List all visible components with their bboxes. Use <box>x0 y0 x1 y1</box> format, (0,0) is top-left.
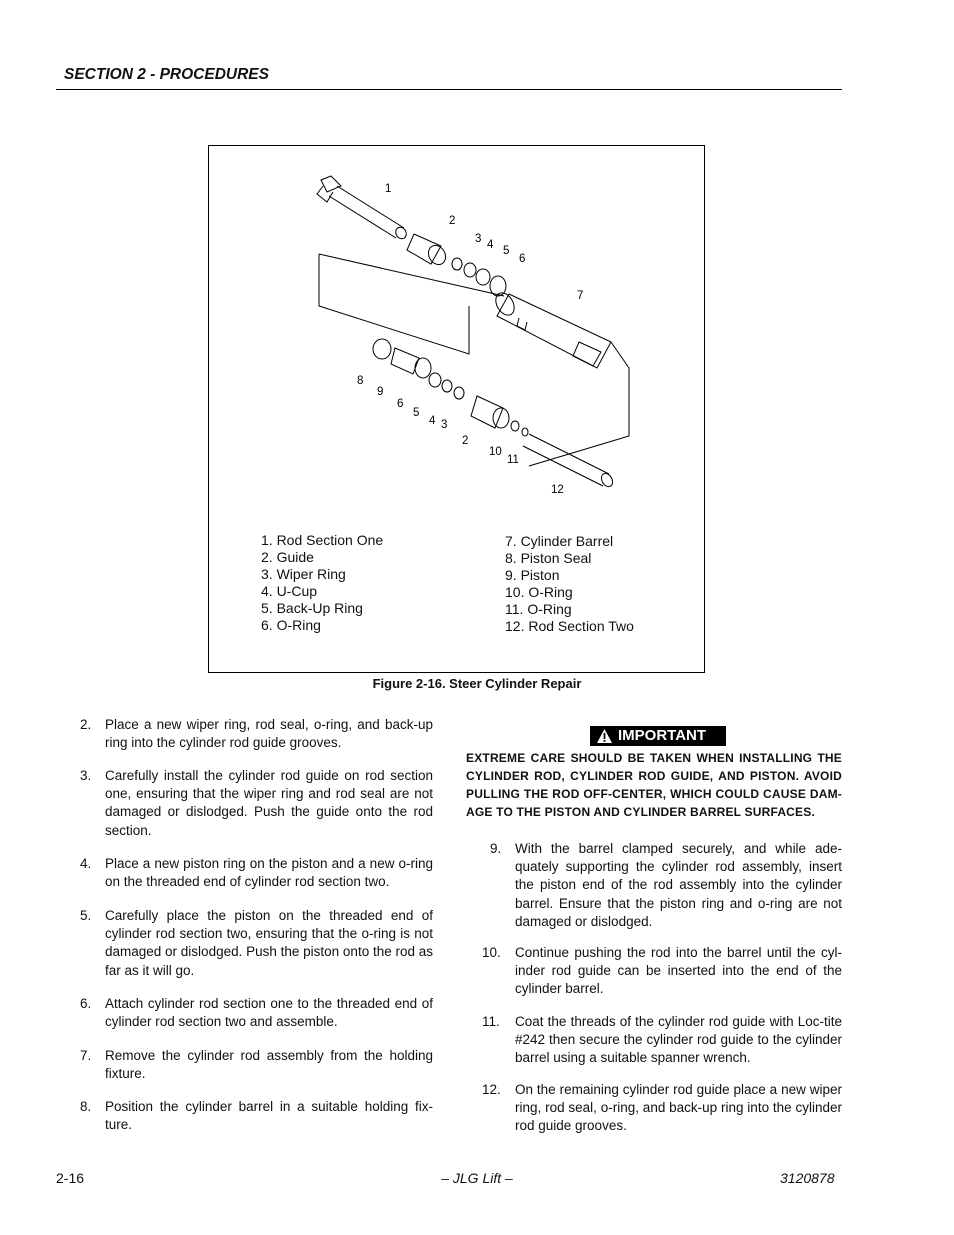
step-number: 5. <box>80 908 92 923</box>
warning-icon <box>596 728 613 744</box>
callout: 6 <box>519 253 526 265</box>
document-number: 3120878 <box>780 1170 835 1186</box>
step-text: Place a new wiper ring, rod seal, o-ring, and back-up ring into the cylinder rod guide grooves. <box>105 717 433 751</box>
callout: 11 <box>507 454 519 466</box>
legend-item: 12. Rod Section Two <box>505 618 634 634</box>
legend-item: 10. O-Ring <box>505 584 573 600</box>
callout: 3 <box>441 419 448 431</box>
step-text: Carefully place the piston on the threaded end of cylinder rod section two, ensuring that the o-ring is not damaged or dislodged. Push the piston onto the rod as far as it will go. <box>105 908 433 978</box>
guide-body <box>407 234 441 264</box>
header-rule <box>56 89 842 90</box>
step-text: Place a new piston ring on the piston and a new o-ring on the threaded end of cylinder rod section two. <box>105 856 433 890</box>
legend-item: 2. Guide <box>261 549 314 565</box>
legend-item: 11. O-Ring <box>505 601 572 617</box>
section-header: SECTION 2 - PROCEDURES <box>64 66 269 83</box>
step-text: With the barrel clamped securely, and while ade-quately supporting the cylinder rod assembly, insert the piston end of the rod assembly into the cylinder barrel. Ensure that the piston ring and o-ring are not damaged or dislodged. <box>515 841 842 929</box>
step-text: Position the cylinder barrel in a suitable holding fix-ture. <box>105 1099 433 1133</box>
callout: 7 <box>577 290 584 302</box>
legend-item: 9. Piston <box>505 567 560 583</box>
piston-seal-shape <box>373 339 391 359</box>
step-number: 12. <box>482 1082 501 1097</box>
callout: 12 <box>551 484 564 496</box>
callout: 3 <box>475 233 482 245</box>
legend-item: 8. Piston Seal <box>505 550 592 566</box>
legend-left <box>261 532 383 634</box>
footer-center: – JLG Lift – <box>441 1170 513 1186</box>
guide-lower <box>471 396 503 428</box>
step-number: 2. <box>80 717 92 732</box>
step-text: Continue pushing the rod into the barrel until the cyl-inder rod guide can be inserted into the end of the cylinder barrel. <box>515 945 842 997</box>
step-text: Carefully install the cylinder rod guide on rod section one, ensuring that the wiper ring and rod seal are not damaged or dislodged. Push the guide onto the rod section. <box>105 768 433 838</box>
step-number: 8. <box>80 1099 92 1114</box>
rod-section-one-body <box>329 186 404 238</box>
legend-item: 6. O-Ring <box>261 617 321 633</box>
legend-item: 1. Rod Section One <box>261 532 384 548</box>
legend-right <box>505 533 634 635</box>
callout: 4 <box>487 239 494 251</box>
callout: 1 <box>385 183 392 195</box>
step-number: 3. <box>80 768 92 783</box>
important-text: EXTREME CARE SHOULD BE TAKEN WHEN INSTALLING THE CYLINDER ROD, CYLINDER ROD GUIDE, AND PISTON. AVOID PULLING THE ROD OFF-CENTER, WHICH COULD CAUSE DAM-AGE TO THE PISTON AND CYLINDER BARREL SURFACES. <box>466 751 842 819</box>
legend-item: 5. Back-Up Ring <box>261 600 363 616</box>
callout: 8 <box>357 375 364 387</box>
step-number: 11. <box>482 1014 500 1029</box>
callout: 6 <box>397 398 404 410</box>
important-label: IMPORTANT <box>618 727 707 744</box>
rod-section-two-body <box>523 434 609 486</box>
legend-item: 3. Wiper Ring <box>261 566 346 582</box>
step-number: 9. <box>490 841 502 856</box>
rod-clevis <box>321 176 341 192</box>
step-number: 4. <box>80 856 92 871</box>
step-text: Attach cylinder rod section one to the threaded end of cylinder rod section two and assemble. <box>105 996 433 1030</box>
callout: 5 <box>503 245 510 257</box>
figure-caption: Figure 2-16. Steer Cylinder Repair <box>372 676 582 691</box>
legend-item: 7. Cylinder Barrel <box>505 533 614 549</box>
page-number: 2-16 <box>56 1170 85 1186</box>
callout: 2 <box>462 435 469 447</box>
callout: 2 <box>449 215 456 227</box>
callout-labels <box>357 183 583 496</box>
callout: 4 <box>429 415 436 427</box>
callout: 5 <box>413 407 420 419</box>
callout: 10 <box>489 446 502 458</box>
important-badge <box>590 726 726 746</box>
guide-box-left <box>319 254 469 354</box>
barrel-port <box>517 318 527 330</box>
step-text: Remove the cylinder rod assembly from the holding fixture. <box>105 1048 433 1082</box>
step-number: 6. <box>80 996 92 1011</box>
step-text: On the remaining cylinder rod guide place a new wiper ring, rod seal, o-ring, and back-up ring into the cylinder rod guide grooves. <box>515 1082 842 1134</box>
step-number: 7. <box>80 1048 92 1063</box>
guide-line-right <box>529 342 629 466</box>
step-number: 10. <box>482 945 501 960</box>
legend-item: 4. U-Cup <box>261 583 318 599</box>
step-text: Coat the threads of the cylinder rod guide with Loc-tite #242 then secure the cylinder rod guide to the cylinder barrel using a suitable spanner wrench. <box>515 1014 842 1066</box>
figure-frame <box>208 145 705 673</box>
callout: 9 <box>377 386 384 398</box>
